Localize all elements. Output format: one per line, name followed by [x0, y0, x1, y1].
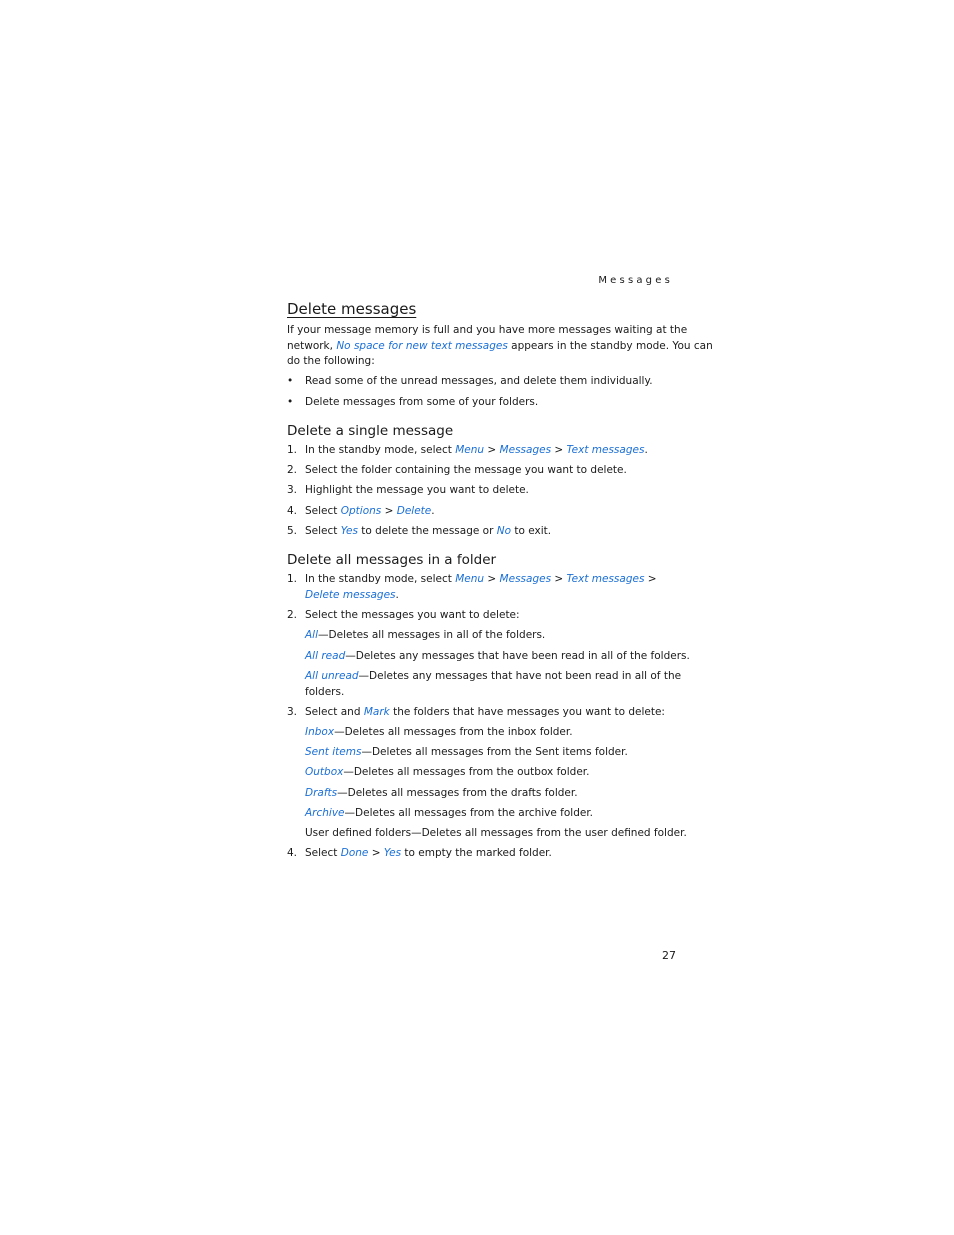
bullet-glyph: •	[287, 375, 294, 387]
folder-item	[305, 786, 578, 802]
step-sep: >	[381, 505, 397, 517]
step-continuation	[305, 588, 399, 604]
step-number: 5.	[287, 525, 298, 537]
intro-text: appears in the standby mode. You can	[507, 339, 713, 352]
step-text: the folders that have messages you want to delete:	[389, 706, 665, 718]
step-item	[287, 705, 665, 721]
option-text: folders.	[305, 685, 345, 698]
folder-item	[305, 806, 593, 822]
no-space-link[interactable]: No space for new text messages	[336, 339, 508, 352]
all-link[interactable]: All	[305, 629, 319, 641]
archive-link[interactable]: Archive	[305, 807, 345, 819]
text-messages-link[interactable]: Text messages	[566, 444, 645, 456]
step-number: 1.	[287, 444, 298, 456]
messages-link[interactable]: Messages	[499, 444, 552, 456]
page-number: 27	[662, 949, 676, 962]
step-item	[287, 846, 552, 862]
intro-paragraph	[287, 323, 713, 370]
step-item	[287, 524, 551, 540]
menu-link[interactable]: Menu	[455, 444, 485, 456]
folder-text: —Deletes all messages from the outbox folder.	[343, 766, 590, 778]
folder-text: —Deletes all messages from the drafts folder.	[337, 787, 578, 799]
menu-link[interactable]: Menu	[455, 573, 485, 585]
step-number: 4.	[287, 505, 298, 517]
bullet-text: Delete messages from some of your folders.	[305, 396, 539, 408]
step-text: Select and	[305, 706, 364, 718]
all-read-link[interactable]: All read	[305, 650, 346, 662]
step-sep: >	[551, 573, 567, 585]
step-sep: >	[551, 444, 567, 456]
step-text: In the standby mode, select	[305, 573, 456, 585]
outbox-link[interactable]: Outbox	[305, 766, 344, 778]
delete-messages-link[interactable]: Delete messages	[305, 589, 396, 601]
bullet-item	[287, 374, 653, 390]
bullet-text: Read some of the unread messages, and delete them individually.	[305, 375, 653, 387]
intro-line-2	[287, 339, 713, 355]
step-sep: >	[368, 847, 384, 859]
folder-item	[305, 745, 628, 761]
folder-item	[305, 765, 589, 781]
option-item	[305, 628, 545, 644]
text-messages-link[interactable]: Text messages	[566, 573, 645, 585]
user-defined-folders: User defined folders—Deletes all messages from the user defined folder.	[305, 827, 687, 839]
step-sep: >	[644, 573, 657, 585]
inbox-link[interactable]: Inbox	[305, 726, 335, 738]
intro-line-1: If your message memory is full and you have more messages waiting at the	[287, 324, 688, 336]
step-text: .	[644, 444, 648, 456]
done-link[interactable]: Done	[340, 847, 369, 859]
step-text: Select the folder containing the message you want to delete.	[305, 464, 627, 476]
drafts-link[interactable]: Drafts	[305, 787, 338, 799]
step-item	[287, 504, 435, 520]
step-number: 4.	[287, 847, 298, 859]
step-item	[287, 483, 529, 499]
step-number: 2.	[287, 464, 298, 476]
step-text: to empty the marked folder.	[401, 847, 552, 859]
option-text: —Deletes any messages that have not been read in all of the	[358, 670, 682, 682]
option-item	[305, 649, 690, 665]
step-text: Select	[305, 505, 341, 517]
step-item	[287, 443, 648, 459]
step-text: Select	[305, 525, 341, 537]
option-text: —Deletes all messages in all of the folders.	[318, 629, 546, 641]
mark-link[interactable]: Mark	[363, 706, 390, 718]
running-head: Messages	[598, 275, 673, 286]
delete-link[interactable]: Delete	[396, 505, 432, 517]
step-number: 2.	[287, 609, 298, 621]
section-title: Delete messages	[287, 300, 417, 318]
step-item	[287, 608, 520, 624]
step-text: to delete the message or	[357, 525, 497, 537]
yes-link[interactable]: Yes	[340, 525, 358, 537]
bullet-item	[287, 395, 538, 411]
subsection-title-folder: Delete all messages in a folder	[287, 552, 497, 568]
step-item	[287, 572, 657, 588]
folder-text: —Deletes all messages from the Sent items folder.	[361, 746, 628, 758]
intro-text: network,	[287, 339, 337, 352]
step-number: 3.	[287, 706, 298, 718]
step-text: .	[395, 589, 399, 601]
step-number: 1.	[287, 573, 298, 585]
step-text: Select	[305, 847, 341, 859]
options-link[interactable]: Options	[340, 505, 382, 517]
step-sep: >	[484, 444, 500, 456]
step-text: In the standby mode, select	[305, 444, 456, 456]
all-unread-link[interactable]: All unread	[305, 670, 359, 682]
step-text: Select the messages you want to delete:	[305, 609, 520, 621]
step-item	[287, 463, 627, 479]
step-text: Highlight the message you want to delete.	[305, 484, 529, 496]
folder-item	[305, 725, 573, 741]
yes-link[interactable]: Yes	[383, 847, 402, 859]
step-text: .	[431, 505, 435, 517]
sent-items-link[interactable]: Sent items	[305, 746, 362, 758]
subsection-title-single: Delete a single message	[287, 423, 454, 439]
no-link[interactable]: No	[496, 525, 512, 537]
messages-link[interactable]: Messages	[499, 573, 552, 585]
folder-text: —Deletes all messages from the inbox folder.	[334, 726, 573, 738]
option-item	[305, 669, 681, 700]
step-text: to exit.	[511, 525, 552, 537]
folder-text: —Deletes all messages from the archive folder.	[344, 807, 594, 819]
option-text: —Deletes any messages that have been read in all of the folders.	[345, 650, 690, 662]
intro-line-3: do the following:	[287, 355, 375, 367]
step-number: 3.	[287, 484, 298, 496]
bullet-glyph: •	[287, 396, 294, 408]
step-sep: >	[484, 573, 500, 585]
